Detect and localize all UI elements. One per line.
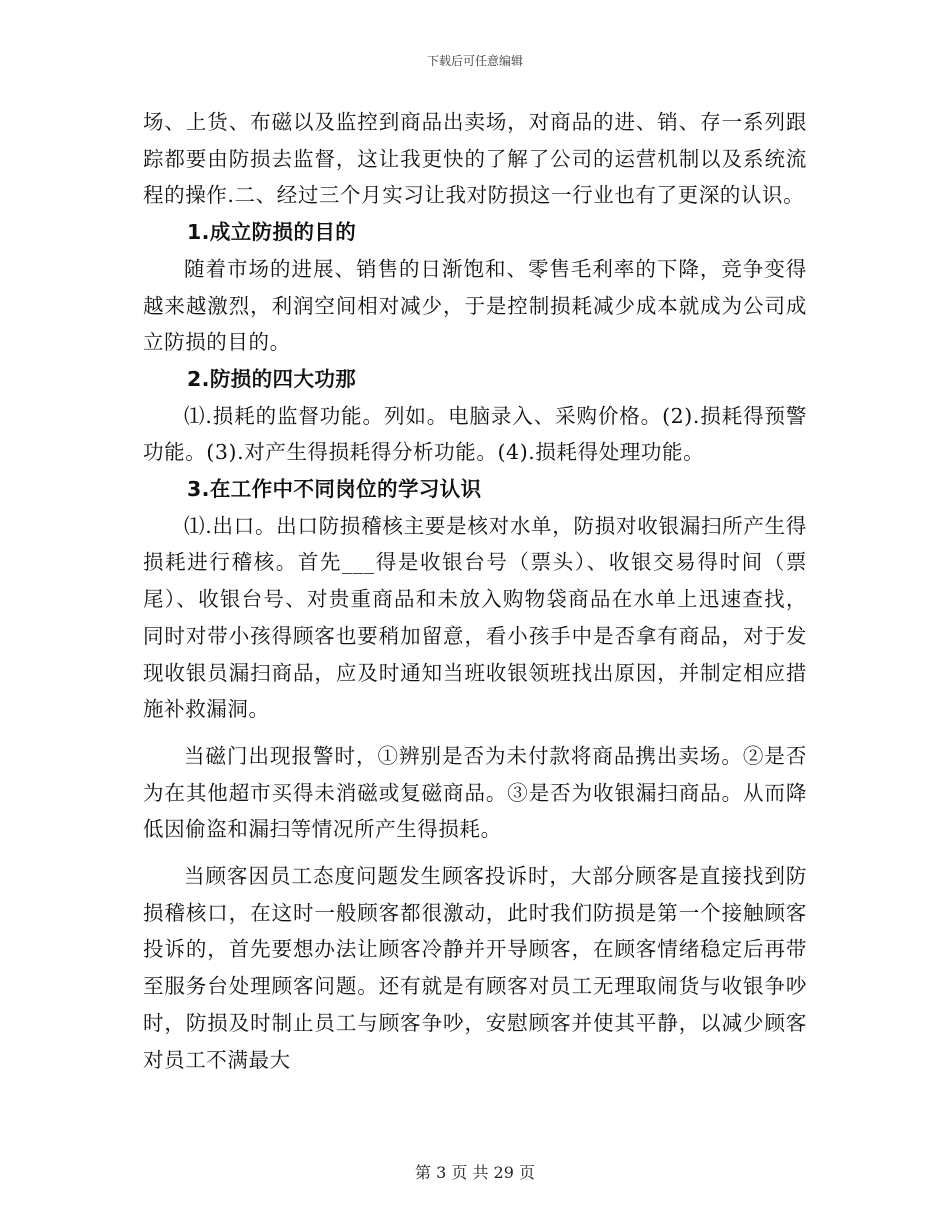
paragraph-4: ⑴.出口。出口防损稽核主要是核对水单，防损对收银漏扫所产生得损耗进行稽核。首先___得是收银台号（票头）、收银交易得时间（票尾）、收银台号、对贵重商品和未放入购物袋商品在水单上迅速查找，同时对带小孩得顾客也要稍加留意，看小孩手中是否拿有商品，对于发现收银员漏扫商品，应及时通知当班收银领班找出原因，并制定相应措施补救漏洞。	[143, 513, 807, 722]
paragraph-1: 场、上货、布磁以及监控到商品出卖场，对商品的进、销、存一系列跟踪都要由防损去监督，这让我更快的了解了公司的运营机制以及系统流程的操作.二、经过三个月实习让我对防损这一行业也有了更深的认识。	[143, 110, 807, 208]
paragraph-5: 当磁门出现报警时，①辨别是否为未付款将商品携出卖场。②是否为在其他超市买得未消磁或复磁商品。③是否为收银漏扫商品。从而降低因偷盗和漏扫等情况所产生得损耗。	[143, 743, 807, 842]
paragraph-2: 随着市场的进展、销售的日渐饱和、零售毛利率的下降，竞争变得越来越激烈，利润空间相对减少，于是控制损耗减少成本就成为公司成立防损的目的。	[143, 256, 807, 355]
page-number-footer: 第 3 页 共 29 页	[415, 1163, 535, 1182]
section-heading-3: 3.在工作中不同岗位的学习认识	[187, 477, 482, 502]
section-heading-1: 1.成立防损的目的	[187, 220, 357, 245]
section-heading-2: 2.防损的四大功那	[187, 366, 357, 391]
page-header: 下载后可任意编辑	[426, 54, 523, 68]
document-body	[143, 104, 807, 1078]
paragraph-6: 当顾客因员工态度问题发生顾客投诉时，大部分顾客是直接找到防损稽核口，在这时一般顾客都很激动，此时我们防损是第一个接触顾客投诉的，首先要想办法让顾客冷静并开导顾客，在顾客情绪稳定后再带至服务台处理顾客问题。还有就是有顾客对员工无理取闹货与收银争吵时，防损及时制止员工与顾客争吵，安慰顾客并使其平静，以减少顾客对员工不满最大	[143, 864, 807, 1072]
paragraph-3: ⑴.损耗的监督功能。列如。电脑录入、采购价格。(2).损耗得预警功能。(3).对产生得损耗得分析功能。(4).损耗得处理功能。	[143, 403, 807, 465]
